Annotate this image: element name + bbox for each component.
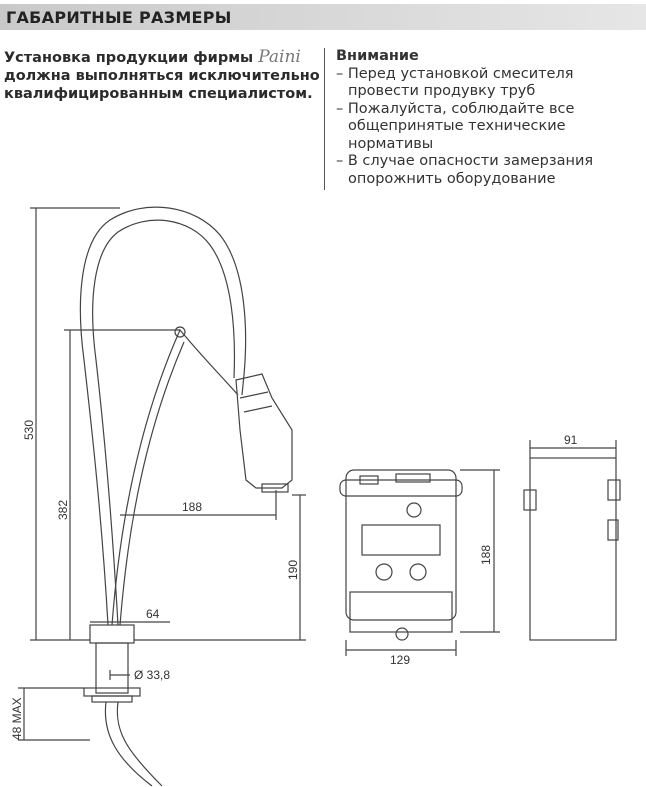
faucet-hose-outer [80, 207, 245, 625]
spray-head [236, 374, 292, 488]
dim-diameter: Ø 33,8 [134, 668, 171, 682]
intro-line-1-text: Установка продукции фирмы [4, 50, 254, 66]
dim-box-depth: 91 [564, 433, 578, 447]
brand-logo: Paini [258, 47, 301, 67]
faucet-hose-inner [93, 220, 235, 625]
notice-item-1: – Перед установкой смесителя провести продувку труб [336, 65, 574, 99]
dim-box-height: 188 [479, 544, 493, 565]
notice-title: Внимание [336, 48, 419, 64]
page-title: ГАБАРИТНЫЕ РАЗМЕРЫ [6, 8, 232, 27]
dim-spout-height: 382 [56, 499, 70, 520]
notice-item-2: – Пожалуйста, соблюдайте все общепринятые технические нормативы [336, 100, 575, 152]
supply-hose [105, 702, 152, 786]
intro-line-3: квалифицированным специалистом. [4, 86, 313, 102]
faucet-base [90, 625, 134, 643]
control-box-side [530, 458, 616, 640]
dim-max-mount: 48 MAX [10, 697, 24, 740]
faucet-arm [112, 330, 238, 625]
dim-box-width: 129 [390, 653, 411, 667]
dim-outlet-height: 190 [286, 559, 300, 580]
intro-line-2: должна выполняться исключительно [4, 68, 320, 84]
faucet-arm-inner [120, 342, 184, 625]
notice-item-3: – В случае опасности замерзания опорожнить оборудование [336, 153, 594, 187]
arm-joint [175, 327, 185, 337]
dim-base-width: 64 [146, 607, 160, 621]
dim-total-height: 530 [22, 419, 36, 440]
dim-reach: 188 [182, 500, 203, 514]
